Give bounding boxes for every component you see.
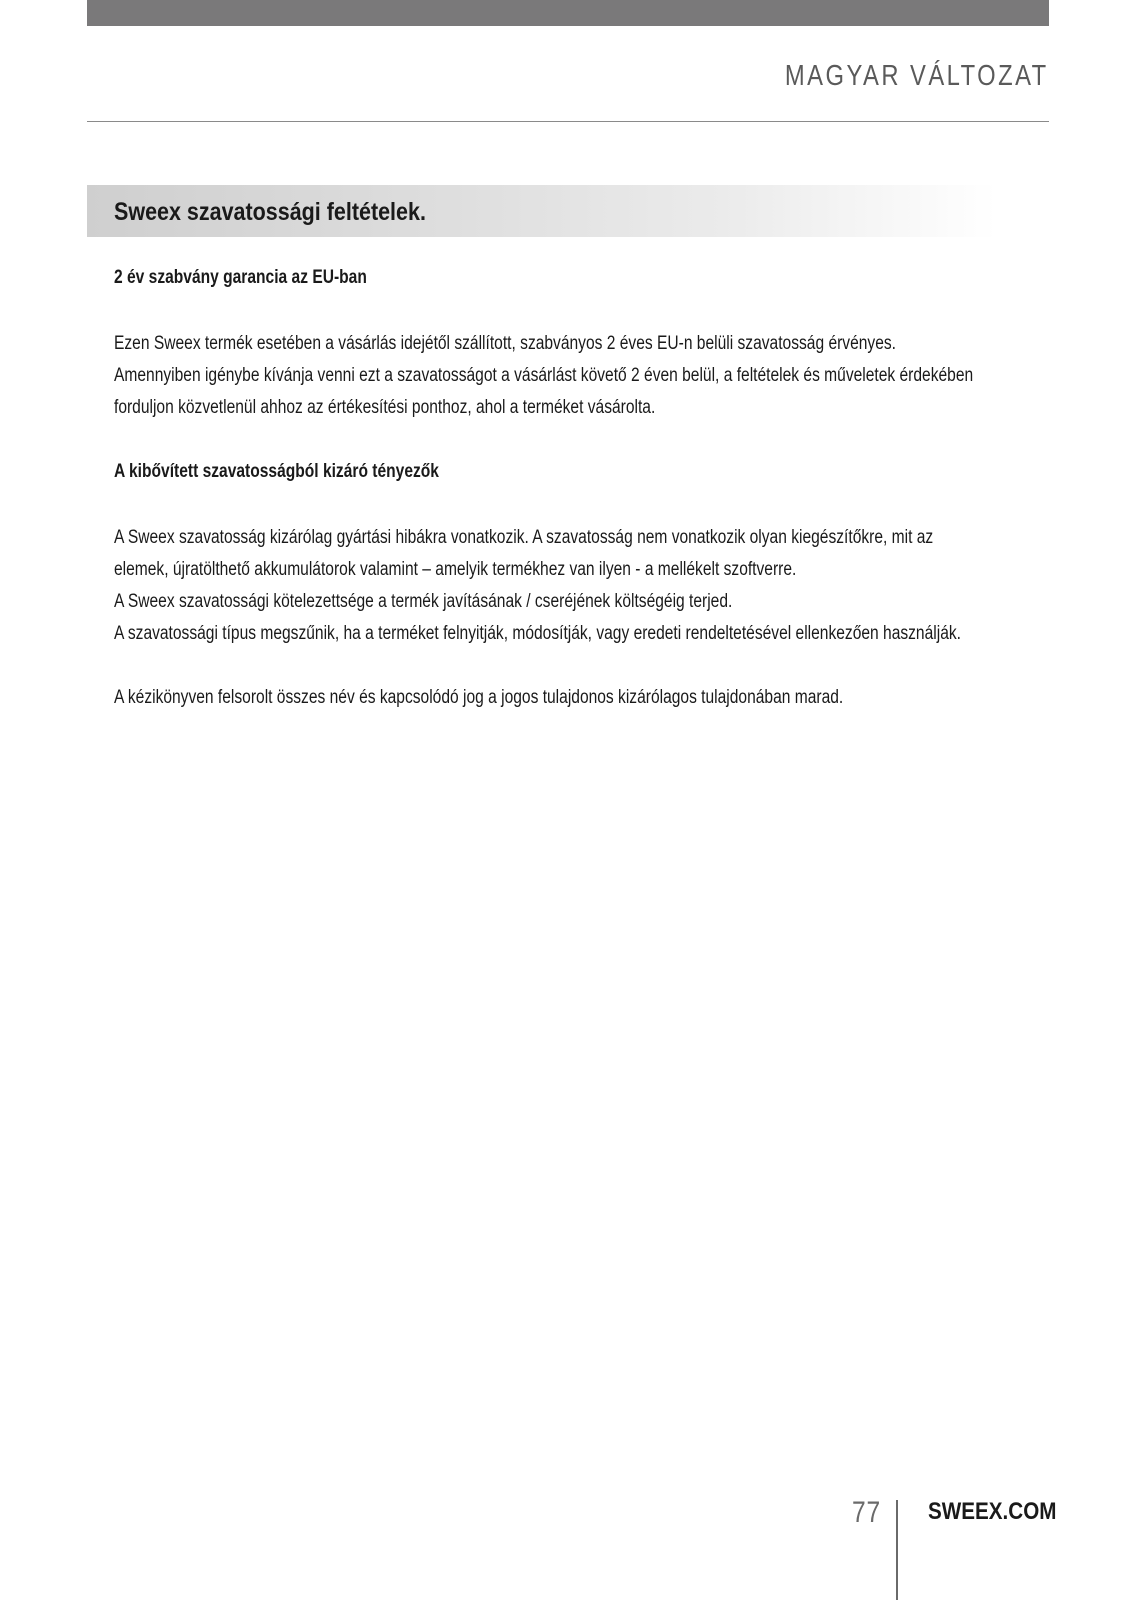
top-bar [87, 0, 1049, 26]
warranty-line: forduljon közvetlenül ahhoz az értékesítési ponthoz, ahol a terméket vásárolta. [114, 397, 656, 418]
warranty-line: Ezen Sweex termék esetében a vásárlás idejétől szállított, szabványos 2 éves EU-n belüli szavatosság érvényes. [114, 333, 896, 354]
document-body [114, 262, 1049, 714]
exclusion-paragraph [114, 522, 1041, 650]
warranty-paragraph [114, 328, 1041, 424]
exclusion-line: elemek, újratölthető akkumulátorok valamint – amelyik termékhez van ilyen - a mellékelt szoftverre. [114, 559, 797, 580]
footer-divider [896, 1500, 898, 1600]
header-rule [87, 121, 1049, 122]
section-title: Sweex szavatossági feltételek. [114, 198, 426, 226]
warranty-line: Amennyiben igénybe kívánja venni ezt a szavatosságot a vásárlást követő 2 éven belül, a feltételek és műveletek érdekében [114, 365, 974, 386]
exclusion-heading: A kibővített szavatosságból kizáró tényezők [114, 461, 439, 482]
warranty-heading: 2 év szabvány garancia az EU-ban [114, 267, 367, 288]
rights-line: A kézikönyven felsorolt összes név és kapcsolódó jog a jogos tulajdonos kizárólagos tulajdonában marad. [114, 687, 844, 708]
version-title: MAGYAR VÁLTOZAT [785, 60, 1049, 92]
page-number: 77 [852, 1496, 882, 1529]
exclusion-line: A Sweex szavatosság kizárólag gyártási hibákra vonatkozik. A szavatosság nem vonatkozik olyan kiegészítőkre, mit az [114, 527, 934, 548]
exclusion-line: A szavatossági típus megszűnik, ha a terméket felnyitják, módosítják, vagy eredeti rendeltetésével ellenkezően használják. [114, 623, 961, 644]
brand-link[interactable]: SWEEX.COM [928, 1498, 1057, 1525]
exclusion-line: A Sweex szavatossági kötelezettsége a termék javításának / cseréjének költségéig terjed. [114, 591, 733, 612]
rights-paragraph [114, 682, 1041, 714]
